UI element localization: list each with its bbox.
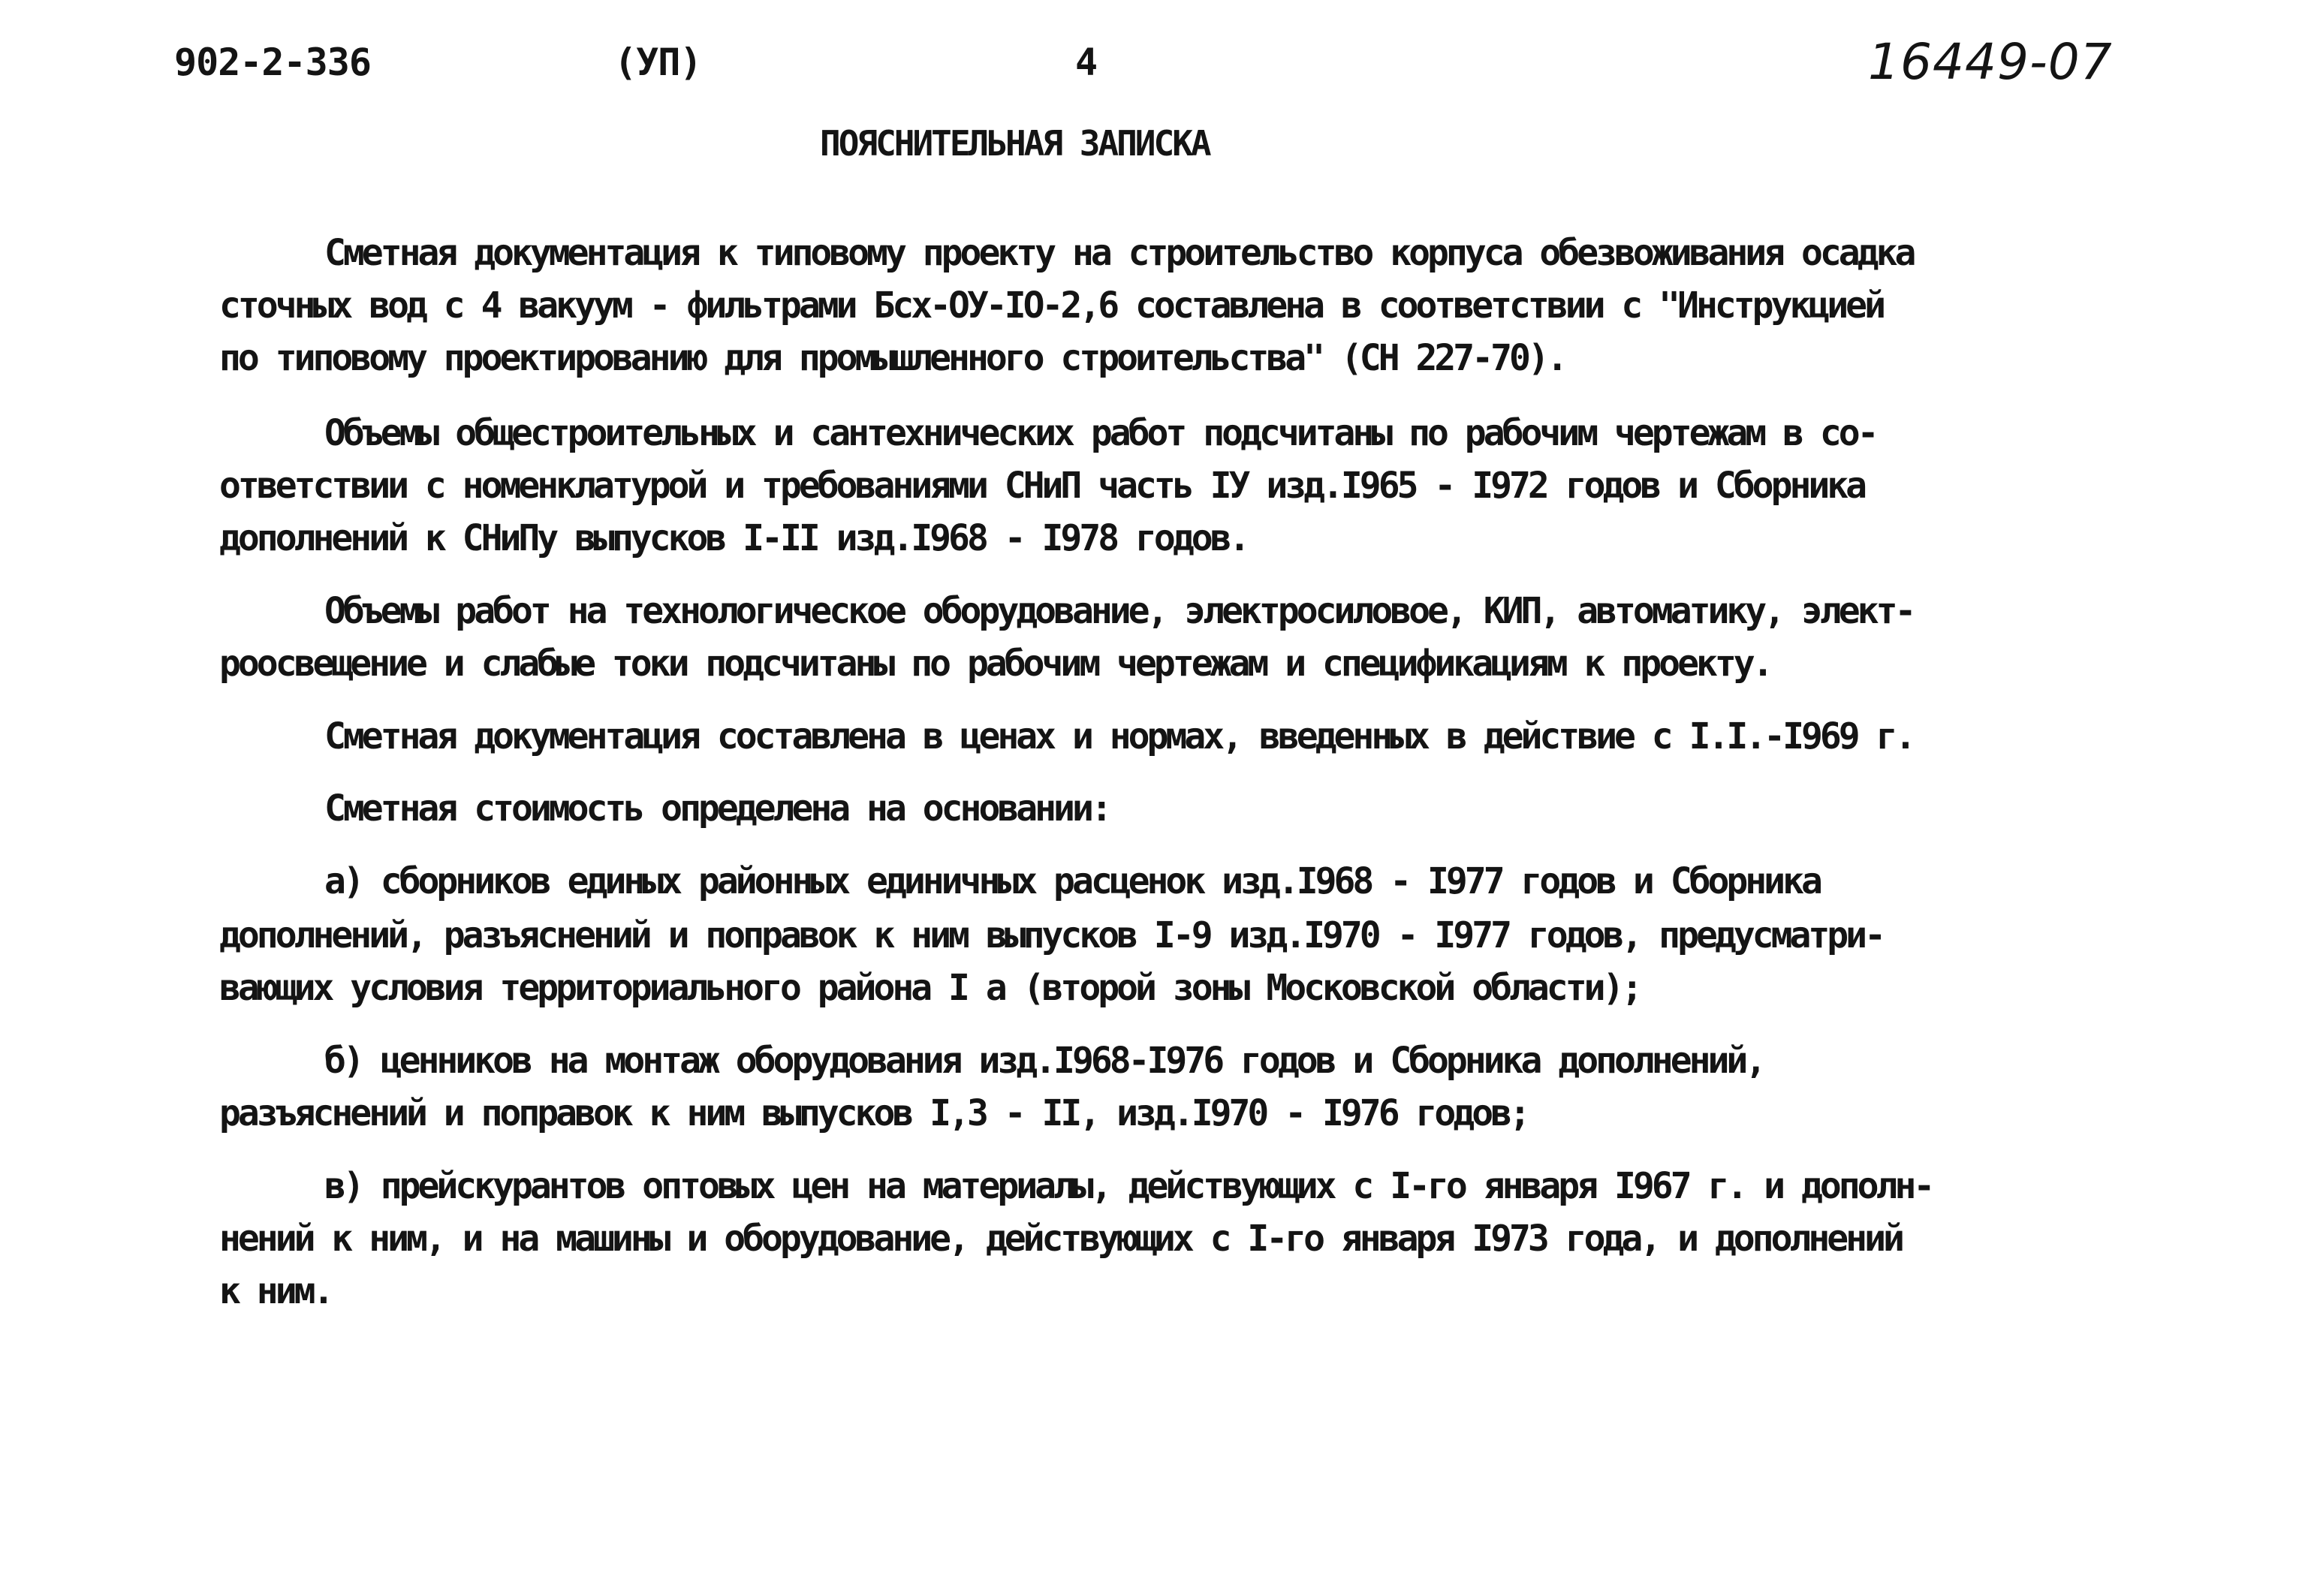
text-line: Объемы общестроительных и сантехнических работ подсчитаны по рабочим чертежам в со- bbox=[324, 412, 1876, 454]
text-line: ответствии с номенклатурой и требованиями СНиП часть IУ изд.I965 - I972 годов и Сборника bbox=[219, 465, 1865, 507]
text-line: а) сборников единых районных единичных расценок изд.I968 - I977 годов и Сборника bbox=[324, 860, 1820, 902]
text-line: нений к ним, и на машины и оборудование, действующих с I-го января I973 года, и дополнений bbox=[219, 1218, 1902, 1260]
text-line: дополнений к СНиПу выпусков I-II изд.I968 - I978 годов. bbox=[219, 517, 1248, 559]
text-line: б) ценников на монтаж оборудования изд.I968-I976 годов и Сборника дополнений, bbox=[324, 1040, 1764, 1082]
text-line: сточных вод с 4 вакуум - фильтрами Бсх-ОУ-IO-2,6 составлена в соответствии с "Инструкцией bbox=[219, 285, 1883, 327]
document-mark: (УП) bbox=[614, 41, 702, 84]
page-number: 4 bbox=[1075, 41, 1098, 84]
text-line: роосвещение и слабые токи подсчитаны по рабочим чертежам и спецификациям к проекту. bbox=[219, 643, 1771, 685]
text-line: к ним. bbox=[219, 1270, 332, 1312]
document-code: 902-2-336 bbox=[174, 41, 371, 84]
text-line: Сметная документация составлена в ценах и нормах, введенных в действие с I.I.-I969 г. bbox=[324, 715, 1914, 757]
text-line: Сметная документация к типовому проекту на строительство корпуса обезвоживания осадка bbox=[324, 232, 1914, 274]
text-line: разъяснений и поправок к ним выпусков I,3 - II, изд.I970 - I976 годов; bbox=[219, 1092, 1528, 1134]
text-line: вающих условия территориального района I а (второй зоны Московской области); bbox=[219, 967, 1641, 1009]
inventory-number: 16449-07 bbox=[1868, 33, 2113, 91]
text-line: Сметная стоимость определена на основании: bbox=[324, 787, 1110, 830]
text-line: дополнений, разъяснений и поправок к ним выпусков I-9 изд.I970 - I977 годов, предусматри- bbox=[219, 914, 1883, 956]
page-title: ПОЯСНИТЕЛЬНАЯ ЗАПИСКА bbox=[820, 123, 1210, 164]
text-line: в) прейскурантов оптовых цен на материалы, действующих с I-го января I967 г. и дополн- bbox=[324, 1165, 1933, 1207]
text-line: по типовому проектированию для промышленного строительства" (СН 227-70). bbox=[219, 337, 1565, 379]
text-line: Объемы работ на технологическое оборудование, электросиловое, КИП, автоматику, элект- bbox=[324, 590, 1914, 632]
